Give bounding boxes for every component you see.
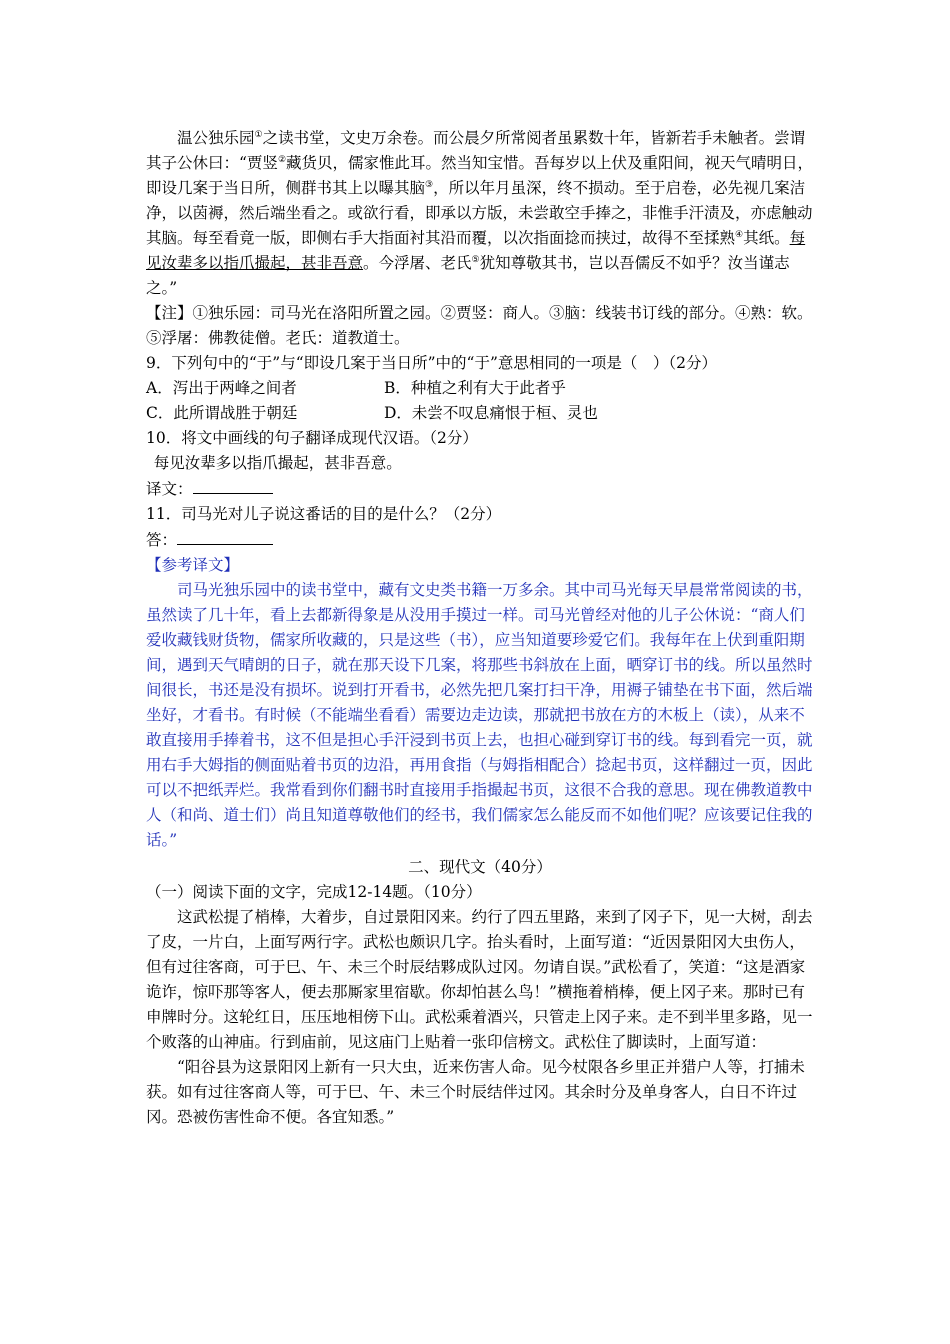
- answer-blank[interactable]: [193, 476, 273, 494]
- option-a[interactable]: A．泻出于两峰之间者: [146, 379, 297, 397]
- footnote-marker: ⑤: [471, 254, 480, 265]
- reference-heading: 【参考译文】: [146, 556, 240, 574]
- question-10-sentence: 每见汝辈多以指爪撮起，甚非吾意。: [153, 454, 402, 472]
- option-b[interactable]: B．种植之利有大于此者乎: [384, 379, 566, 397]
- question-11-stem: 11．司马光对儿子说这番话的目的是什么？（2分）: [146, 505, 502, 523]
- modern-passage-paragraph: “阳谷县为这景阳冈上新有一只大虫，近来伤害人命。见今杖限各乡里正并猎户人等，打捕未获。如有过往客商人等，可于巳、午、未三个时辰结伴过冈。其余时分及单身客人，白日不许过冈。恐被伤害性命不便。各宜知悉。”: [146, 1058, 805, 1126]
- question-9-options-row-2: [146, 401, 814, 426]
- question-10-stem: 10．将文中画线的句子翻译成现代汉语。（2分）: [146, 429, 478, 447]
- answer-blank[interactable]: [177, 527, 273, 545]
- passage-text: 。今浮屠、老氏: [363, 254, 472, 272]
- footnote-marker: ②: [277, 154, 287, 165]
- document-page: [146, 126, 814, 1130]
- footnote-marker: ④: [735, 229, 744, 240]
- underlined-sentence: 每见汝辈多以指爪撮起，甚非吾意: [146, 229, 806, 272]
- passage-text: 之读书堂，文史万余卷。而公晨夕所常阅者虽累数十年，皆新若手未触者。尝谓其子公休曰：“贾竖: [146, 129, 806, 172]
- footnote-marker: ③: [425, 179, 434, 190]
- annotation-notes: 【注】①独乐园：司马光在洛阳所置之园。②贾竖：商人。③脑：线装书订线的部分。④熟：软。⑤浮屠：佛教徒僧。老氏：道教道士。: [146, 304, 813, 347]
- passage-text: ，所以年月虽深，终不损动。至于启卷，必先视几案洁净，以茵褥，然后端坐看之。或欲行看，即承以方版，未尝敢空手捧之，非惟手汗渍及，亦虑触动其脑。每至看竟一版，即侧右手大指面衬其沿而覆，以次指面捻而挟过，故得不至揉熟: [146, 179, 813, 247]
- answer-label: 译文：: [146, 480, 193, 498]
- passage-text: 温公独乐园: [177, 129, 255, 147]
- option-d[interactable]: D．未尝不叹息痛恨于桓、灵也: [384, 404, 598, 422]
- section-intro: （一）阅读下面的文字，完成12-14题。（10分）: [146, 883, 482, 901]
- passage-text: 其纸。: [743, 229, 790, 247]
- section-heading: 二、现代文（40分）: [408, 858, 552, 876]
- classical-passage: [146, 126, 814, 301]
- modern-passage-paragraph: 这武松提了梢棒，大着步，自过景阳冈来。约行了四五里路，来到了冈子下，见一大树，刮去了皮，一片白，上面写两行字。武松也颇识几字。抬头看时，上面写道：“近因景阳冈大虫伤人，但有过往客商，可于巳、午、未三个时辰结夥成队过冈。勿请自误。”武松看了，笑道：“这是酒家诡诈，惊吓那等客人，便去那厮家里宿歇。你却怕甚么鸟！”横拖着梢棒，便上冈子来。那时已有申牌时分。这轮红日，压压地相傍下山。武松乘着酒兴，只管走上冈子来。走不到半里多路，见一个败落的山神庙。行到庙前，见这庙门上贴着一张印信榜文。武松住了脚读时，上面写道：: [146, 908, 813, 1051]
- footnote-marker: ①: [254, 129, 263, 140]
- question-11-answer-line: [146, 527, 814, 553]
- question-9-options-row-1: [146, 376, 814, 401]
- passage-text: 藏货贝，儒家惟此耳。然当知宝惜。吾每岁以上伏及重阳间，视天气晴明日，即设几案于当日所，侧群书其上以曝其脑: [146, 154, 814, 197]
- question-10-answer-line: [146, 476, 814, 502]
- option-c[interactable]: C．此所谓战胜于朝廷: [146, 404, 298, 422]
- reference-translation: 司马光独乐园中的读书堂中，藏有文史类书籍一万多余。其中司马光每天早晨常常阅读的书，虽然读了几十年，看上去都新得象是从没用手摸过一样。司马光曾经对他的儿子公休说：“商人们爱收藏钱财货物，儒家所收藏的，只是这些（书），应当知道要珍爱它们。我每年在上伏到重阳期间，遇到天气晴朗的日子，就在那天设下几案，将那些书斜放在上面，晒穿订书的线。所以虽然时间很长，书还是没有损坏。说到打开看书，必然先把几案打扫干净，用褥子铺垫在书下面，然后端坐好，才看书。有时候（不能端坐看看）需要边走边读，那就把书放在方的木板上（读），从来不敢直接用手捧着书，这不但是担心手汗浸到书页上去，也担心碰到穿订书的线。每到看完一页，就用右手大姆指的侧面贴着书页的边沿，再用食指（与姆指相配合）捻起书页，这样翻过一页，因此可以不把纸弄烂。我常看到你们翻书时直接用手指撮起书页，这很不合我的意思。现在佛教道教中人（和尚、道士们）尚且知道尊敬他们的经书，我们儒家怎么能反而不如他们呢？应该要记住我的话。”: [146, 581, 813, 849]
- answer-label: 答：: [146, 531, 178, 549]
- question-9-stem: 9．下列句中的“于”与“即设几案于当日所”中的“于”意思相同的一项是（ ）（2分）: [146, 354, 718, 372]
- passage-text: 犹知尊敬其书，岂以吾儒反不如乎？汝当谨志之。”: [146, 254, 790, 297]
